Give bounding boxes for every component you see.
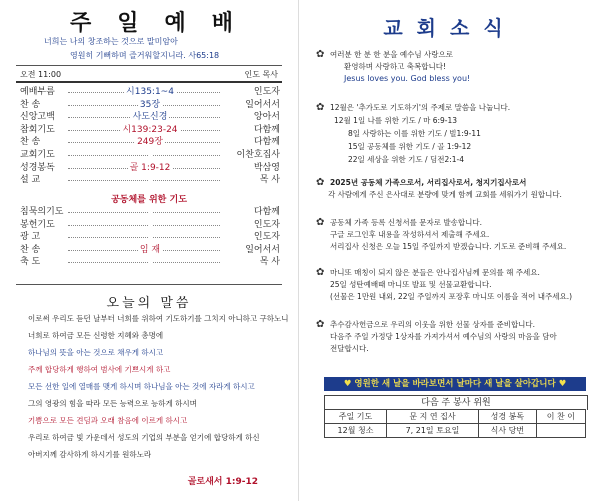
news-line: 환영하며 사랑하고 축복합니다! — [344, 62, 446, 71]
order-label: 예배부름 — [20, 87, 55, 97]
order-role: 이찬호집사 — [236, 150, 280, 160]
news-line: 구글 로그인후 내용을 작성하셔서 제출해 주세요. — [330, 230, 490, 239]
news-line: 서리집사 신청은 오늘 15일 주일까지 받겠습니다. 기도로 준비해 주세요. — [330, 242, 567, 251]
news-line: 15일 공동체를 위한 기도 / 골 1:9-12 — [348, 142, 472, 151]
order-detail: 골 1:9-12 — [129, 162, 171, 173]
order-label: 설 교 — [20, 175, 41, 186]
order-detail: 임 재 — [139, 244, 161, 255]
service-cell: 이 찬 이 — [536, 410, 585, 424]
order-role: 다함께 — [253, 207, 280, 217]
divider — [16, 81, 282, 83]
order-row — [20, 206, 280, 219]
divider — [16, 284, 282, 285]
order-role: 목 사 — [259, 175, 280, 186]
news-line: Jesus loves you. God bless you! — [344, 74, 471, 83]
order-detail — [148, 175, 152, 185]
sermon-reference: 골로새서 1:9-12 — [187, 477, 258, 487]
table-row — [325, 410, 586, 424]
order-detail: 시135:1~4 — [126, 87, 174, 97]
sermon-line: 아버지께 감사하게 하시기를 원하노라 — [28, 450, 152, 459]
order-row — [20, 136, 280, 149]
service-cell: 7, 21일 토요일 — [386, 424, 478, 438]
order-row — [20, 231, 280, 244]
worship-panel — [0, 0, 298, 501]
order-detail — [148, 207, 152, 217]
order-row — [20, 86, 280, 99]
order-label: 성경봉독 — [20, 162, 55, 173]
order-detail: 249장 — [137, 137, 163, 148]
sermon-title: 오늘의 말씀 — [106, 296, 192, 311]
sermon-line: 그의 영광의 힘을 따라 모든 능력으로 능하게 하시며 — [28, 399, 197, 408]
sermon-line: 기쁨으로 모든 견딤과 오래 참음에 이르게 하시고 — [28, 416, 188, 425]
order-detail — [148, 220, 152, 230]
order-detail — [148, 257, 152, 267]
service-cell: 주일 기도 — [325, 410, 387, 424]
news-line: 12월 1일 나를 위한 기도 / 마 6:9-13 — [334, 116, 458, 125]
sermon-line: 하나님의 뜻을 아는 것으로 채우게 하시고 — [28, 348, 164, 357]
order-row — [20, 162, 280, 175]
flower-bullet-icon: ✿ — [316, 267, 325, 278]
news-line: 25일 성탄예배때 마니또 발표 및 선물교환합니다. — [330, 280, 492, 289]
news-line: 다음주 주일 가정당 1상자를 가져가셔서 예수님의 사랑의 마음을 담아 — [330, 332, 557, 341]
order-row — [20, 111, 280, 124]
order-role: 다함께 — [253, 137, 280, 148]
order-label: 광 고 — [20, 232, 41, 243]
panel-separator — [298, 0, 299, 501]
order-detail: 시139:23-24 — [122, 124, 178, 135]
divider — [16, 65, 282, 66]
flower-bullet-icon: ✿ — [316, 177, 325, 188]
news-line: 각 사람에게 주신 은사대로 분량에 맞게 함께 교회를 세워가기 원합니다. — [328, 190, 562, 199]
order-label: 교회기도 — [20, 150, 55, 160]
order-label: 신앙고백 — [20, 112, 55, 123]
order-role: 다함께 — [253, 124, 280, 135]
order-role: 일어서서 — [245, 244, 280, 255]
order-row — [20, 124, 280, 137]
order-label: 봉헌기도 — [20, 219, 55, 230]
news-line: 8일 사랑하는 이를 위한 기도 / 빌1:9-11 — [348, 129, 481, 138]
table-row — [325, 424, 586, 438]
news-line: (선물은 1만원 내외, 22일 주일까지 포장후 마니또 이름을 적어 내주세요.) — [330, 292, 573, 301]
order-detail — [148, 150, 152, 160]
flower-bullet-icon: ✿ — [316, 319, 325, 330]
order-label: 축 도 — [20, 257, 41, 268]
sermon-line: 모든 선한 일에 열매를 맺게 하시며 하나님을 아는 것에 자라게 하시고 — [28, 382, 255, 391]
sermon-line: 너희로 하여금 모든 신령한 지혜와 총명에 — [28, 331, 164, 340]
banner: ♥ 영원한 새 날을 바라보면서 날마다 새 날을 살아갑니다 ♥ — [324, 377, 586, 391]
news-line: 22일 세상을 위한 기도 / 딤전2:1-4 — [348, 155, 464, 164]
news-panel — [300, 0, 600, 501]
worship-time: 오전 11:00 — [20, 70, 62, 79]
order-role: 인도자 — [253, 87, 280, 97]
order-role: 인도자 — [253, 232, 280, 243]
news-line: 12월은 '추가도로 기도하기'의 주제로 말씀을 나눕니다. — [330, 103, 511, 112]
order-row — [20, 149, 280, 162]
order-role: 일어서서 — [245, 99, 280, 110]
order-detail: 35장 — [139, 99, 161, 110]
order-detail — [148, 232, 152, 242]
order-row — [20, 256, 280, 269]
flower-bullet-icon: ✿ — [316, 102, 325, 113]
communal-prayer-title: 공동체를 위한 기도 — [111, 195, 187, 205]
service-cell: 성경 봉독 — [478, 410, 536, 424]
worship-title: 주일예배 — [70, 10, 260, 36]
news-line: 전달합시다. — [330, 344, 369, 353]
order-label: 참회기도 — [20, 124, 55, 135]
news-title: 교회소식 — [383, 16, 517, 40]
order-role: 박삼영 — [253, 162, 280, 173]
sermon-line: 우리로 하여금 빛 가운데서 성도의 기업의 부분을 얻기에 합당하게 하신 — [28, 433, 260, 442]
news-line: 2025년 공동체 가족으로서, 서리집사로서, 청지기집사로서 — [330, 178, 527, 187]
order-role: 목 사 — [259, 257, 280, 268]
order-label: 찬 송 — [20, 99, 41, 110]
order-role: 앙아서 — [253, 112, 280, 123]
worship-leader: 인도 목사 — [244, 70, 278, 79]
order-label: 찬 송 — [20, 244, 41, 255]
order-row — [20, 99, 280, 112]
service-cell: 12월 청소 — [325, 424, 387, 438]
order-role: 인도자 — [253, 219, 280, 230]
service-cell: 식사 당번 — [478, 424, 536, 438]
sermon-line: 이로써 우리도 듣던 날부터 너희를 위하여 기도하기를 그치지 아니하고 구하노니 — [28, 314, 289, 323]
flower-bullet-icon: ✿ — [316, 217, 325, 228]
news-line: 여러분 한 분 한 분을 예수님 사랑으로 — [330, 50, 453, 59]
news-line: 마니또 매칭이 되지 않은 분들은 안나집사님께 문의를 해 주세요. — [330, 268, 540, 277]
service-cell — [536, 424, 585, 438]
order-label: 침묵의기도 — [20, 207, 64, 217]
news-line: 추수감사헌금으로 우리의 이웃을 위한 선물 상자를 준비합니다. — [330, 320, 536, 329]
verse-line-2: 영원히 기뻐하며 즐거워할지니라. 사65:18 — [70, 51, 220, 60]
news-line: 공동체 가족 등록 신청서를 문자로 발송합니다. — [330, 218, 482, 227]
order-detail: 사도신경 — [132, 112, 168, 123]
flower-bullet-icon: ✿ — [316, 49, 325, 60]
sermon-line: 주께 합당하게 행하여 범사에 기쁘시게 하고 — [28, 365, 171, 374]
service-title: 다음 주 봉사 위원 — [324, 395, 588, 410]
order-label: 찬 송 — [20, 137, 41, 148]
order-row — [20, 244, 280, 257]
service-cell: 문 지 연 집사 — [386, 410, 478, 424]
order-row — [20, 219, 280, 232]
verse-line-1: 너희는 나의 창조하는 것으로 말미암아 — [44, 37, 178, 46]
order-row — [20, 174, 280, 187]
service-table — [324, 409, 586, 438]
